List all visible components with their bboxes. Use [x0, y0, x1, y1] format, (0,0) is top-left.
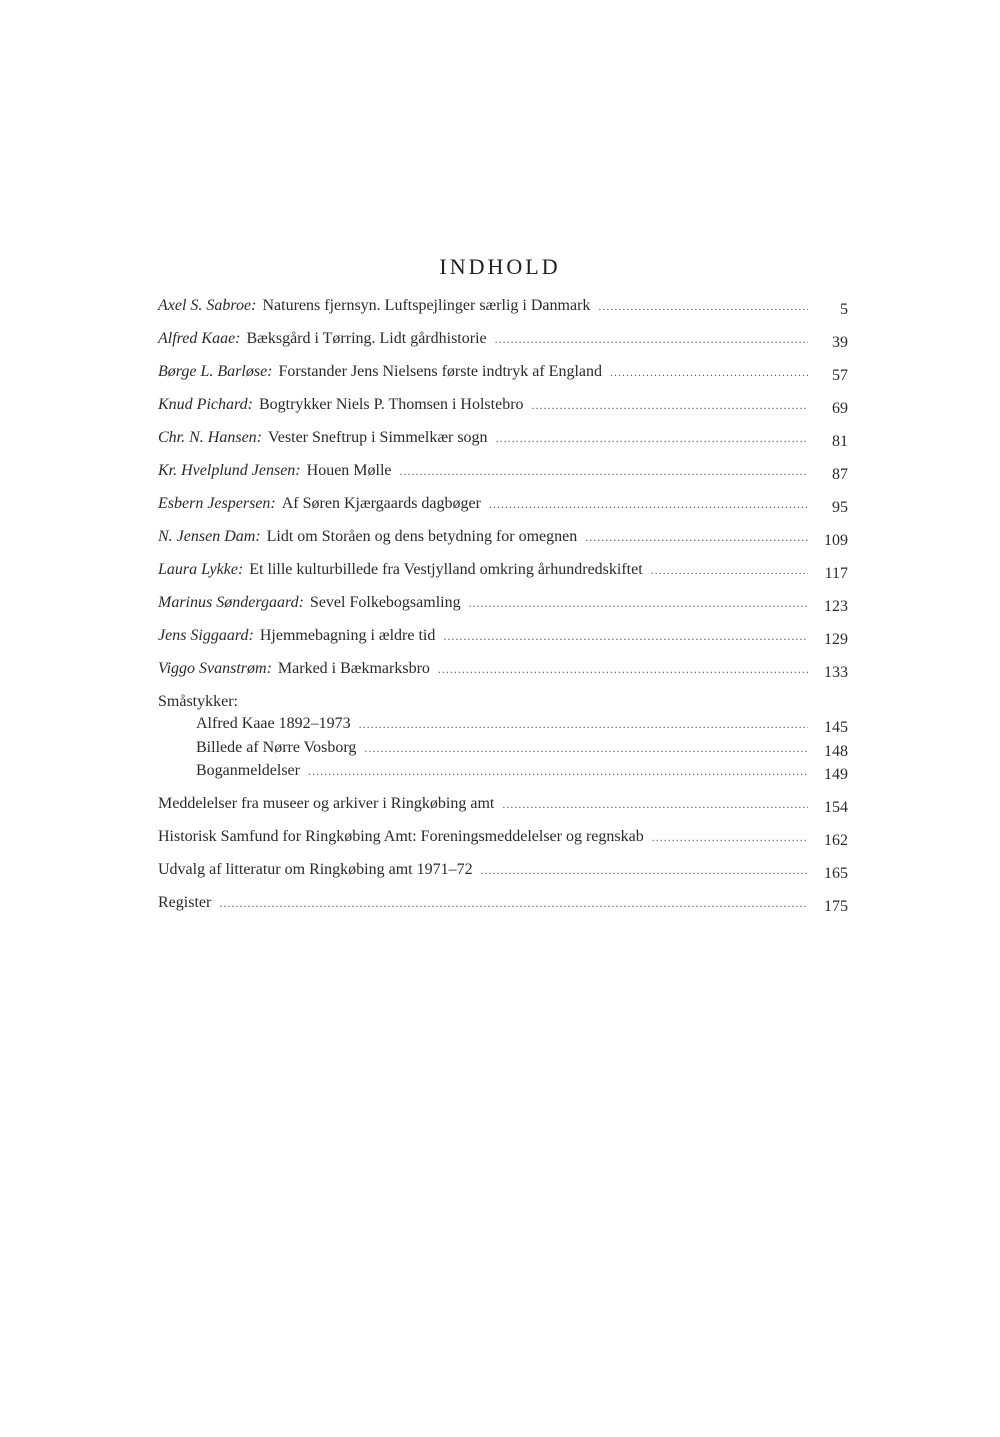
entry-author: Kr. Hvelplund Jensen:	[158, 462, 301, 479]
toc-entry	[158, 329, 848, 362]
dot-leader	[308, 761, 808, 781]
entry-page-number: 117	[824, 565, 848, 582]
entry-author: N. Jensen Dam:	[158, 528, 261, 545]
subentry-title: Boganmeldelser	[196, 762, 300, 779]
dot-leader	[489, 494, 808, 514]
entry-page-number: 123	[824, 598, 848, 615]
small-pieces-heading	[158, 692, 848, 714]
toc-entry	[158, 461, 848, 494]
entry-author: Chr. N. Hansen:	[158, 429, 263, 446]
toc-entry	[158, 395, 848, 428]
entry-author: Alfred Kaae:	[158, 330, 241, 347]
dot-leader	[364, 738, 808, 758]
dot-leader	[443, 626, 808, 646]
entry-page-number: 109	[824, 532, 848, 549]
entry-title: Vester Sneftrup i Simmelkær sogn	[268, 429, 488, 446]
toc-entry	[158, 428, 848, 461]
entry-author: Viggo Svanstrøm:	[158, 660, 272, 677]
entry-text	[158, 560, 643, 580]
entry-author: Marinus Søndergaard:	[158, 594, 304, 611]
dot-leader	[495, 329, 808, 349]
page-title: INDHOLD	[439, 254, 561, 279]
dot-leader	[532, 395, 808, 415]
entry-text	[158, 362, 602, 382]
entry-title: Udvalg af litteratur om Ringkøbing amt 1971–72	[158, 860, 473, 878]
entry-title: Lidt om Storåen og dens betydning for omegnen	[266, 528, 578, 545]
table-of-contents	[158, 296, 848, 926]
subentry-title: Alfred Kaae 1892–1973	[196, 715, 351, 732]
entry-page-number: 162	[824, 831, 848, 849]
entry-title: Register	[158, 893, 212, 911]
subentry-title: Billede af Nørre Vosborg	[196, 738, 357, 756]
entry-text	[158, 527, 577, 547]
dot-leader	[219, 893, 808, 913]
entry-page-number: 154	[824, 798, 848, 816]
entry-text	[158, 329, 487, 349]
dot-leader	[359, 714, 808, 734]
toc-entry	[158, 827, 848, 860]
entry-title: Bogtrykker Niels P. Thomsen i Holstebro	[258, 396, 524, 413]
entry-text	[158, 659, 430, 679]
entry-page-number: 69	[832, 400, 848, 417]
entry-title: Hjemmebagning i ældre tid	[259, 627, 436, 644]
entry-title: Historisk Samfund for Ringkøbing Amt: Foreningsmeddelelser og regnskab	[158, 827, 644, 845]
entry-text	[158, 461, 392, 481]
subentry-page-number: 149	[824, 766, 848, 783]
dot-leader	[585, 527, 808, 547]
entry-title: Sevel Folkebogsamling	[309, 594, 461, 611]
entry-page-number: 39	[832, 334, 848, 351]
subentry-page-number: 148	[824, 742, 848, 760]
toc-entry	[158, 893, 848, 926]
entry-text	[158, 395, 524, 415]
entry-text	[158, 296, 590, 316]
toc-entry	[158, 659, 848, 692]
toc-subentry	[158, 714, 848, 738]
dot-leader	[598, 296, 808, 316]
toc-subentry	[158, 738, 848, 762]
subentry-page-number: 145	[824, 719, 848, 736]
toc-entry	[158, 527, 848, 560]
entry-title: Forstander Jens Nielsens første indtryk af England	[278, 363, 602, 380]
toc-entry	[158, 362, 848, 395]
entry-text	[158, 593, 461, 613]
toc-entry	[158, 593, 848, 626]
dot-leader	[438, 659, 808, 679]
entry-page-number: 129	[824, 631, 848, 648]
toc-subentry	[158, 761, 848, 785]
entry-title: Et lille kulturbillede fra Vestjylland omkring århundredskiftet	[249, 561, 643, 578]
toc-entry	[158, 626, 848, 659]
entry-title: Houen Mølle	[306, 462, 392, 479]
entry-page-number: 95	[832, 499, 848, 516]
small-pieces-label: Småstykker:	[158, 693, 238, 710]
dot-leader	[652, 827, 808, 847]
dot-leader	[502, 794, 808, 814]
entry-text	[158, 626, 435, 646]
toc-entry	[158, 794, 848, 827]
dot-leader	[469, 593, 808, 613]
entry-title: Af Søren Kjærgaards dagbøger	[281, 495, 481, 512]
entry-author: Børge L. Barløse:	[158, 363, 273, 380]
entry-author: Laura Lykke:	[158, 561, 244, 578]
entry-author: Jens Siggaard:	[158, 627, 254, 644]
entry-author: Knud Pichard:	[158, 396, 253, 413]
entry-page-number: 5	[840, 301, 848, 318]
entry-page-number: 87	[832, 466, 848, 483]
entry-title: Naturens fjernsyn. Luftspejlinger særlig i Danmark	[262, 297, 591, 314]
entry-text	[158, 428, 488, 448]
entry-title: Bæksgård i Tørring. Lidt gårdhistorie	[246, 330, 487, 347]
dot-leader	[400, 461, 808, 481]
toc-entry	[158, 560, 848, 593]
dot-leader	[610, 362, 808, 382]
entry-title: Marked i Bækmarksbro	[277, 660, 430, 677]
dot-leader	[651, 560, 808, 580]
entry-text	[158, 494, 481, 514]
dot-leader	[496, 428, 808, 448]
entry-page-number: 165	[824, 864, 848, 882]
dot-leader	[481, 860, 808, 880]
toc-entry	[158, 860, 848, 893]
entry-author: Esbern Jespersen:	[158, 495, 276, 512]
entry-page-number: 175	[824, 897, 848, 915]
entry-page-number: 81	[832, 433, 848, 450]
entry-page-number: 57	[832, 367, 848, 384]
entry-title: Meddelelser fra museer og arkiver i Ringkøbing amt	[158, 794, 495, 812]
entry-author: Axel S. Sabroe:	[158, 297, 257, 314]
toc-entry	[158, 494, 848, 527]
toc-entry	[158, 296, 848, 329]
entry-page-number: 133	[824, 664, 848, 681]
